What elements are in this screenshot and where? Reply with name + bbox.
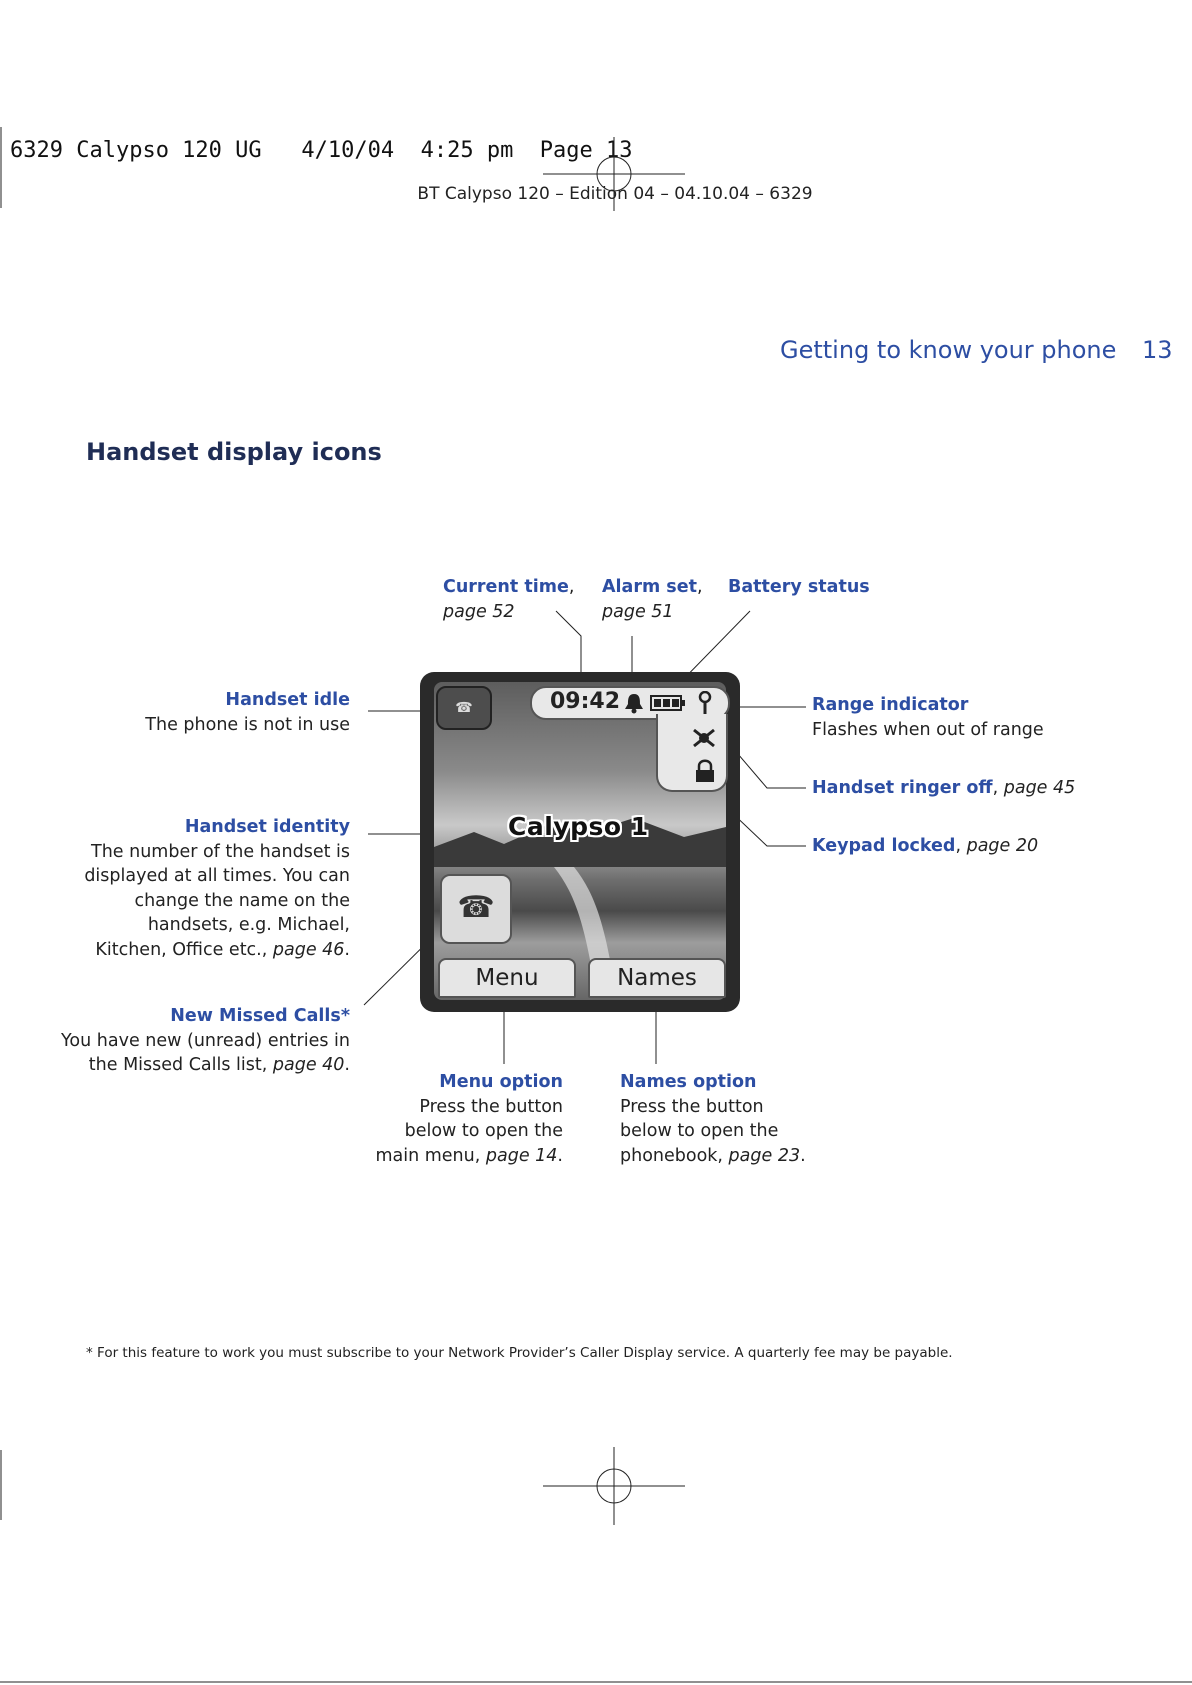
callout-line: below to open the — [404, 1121, 563, 1141]
page-ref: page 51 — [602, 601, 674, 622]
callout-keypad-locked — [812, 834, 1038, 859]
page-ref: page 40 — [272, 1055, 345, 1075]
separator: , — [568, 577, 575, 597]
section-title: Getting to know your phone — [780, 336, 1117, 364]
callout-title: Menu option — [439, 1072, 563, 1092]
callout-line: displayed at all times. You can — [84, 866, 350, 886]
separator: , — [955, 836, 967, 856]
page-heading: Handset display icons — [86, 438, 382, 466]
callout-title: New Missed Calls* — [170, 1006, 350, 1026]
callout-line: You have new (unread) entries in — [61, 1030, 350, 1051]
callout-line: The number of the handset is — [91, 841, 350, 862]
callout-alarm-set — [602, 575, 703, 624]
callout-desc: Flashes when out of range — [812, 719, 1044, 740]
callout-title: Names option — [620, 1072, 757, 1092]
menu-softkey[interactable]: Menu — [438, 958, 576, 998]
alarm-bell-icon — [622, 692, 646, 714]
callout-desc: The phone is not in use — [145, 714, 350, 735]
callout-title: Alarm set — [602, 577, 697, 597]
callout-title: Range indicator — [812, 695, 969, 715]
period: . — [557, 1145, 563, 1166]
callout-new-missed-calls — [61, 1004, 350, 1078]
page-number: 13 — [1142, 336, 1173, 364]
names-softkey[interactable]: Names — [588, 958, 726, 998]
period: . — [800, 1145, 806, 1166]
page-ref: page 20 — [966, 836, 1039, 856]
page-ref: page 45 — [1003, 778, 1076, 798]
callout-title: Handset ringer off — [812, 778, 993, 798]
callout-line: below to open the — [620, 1121, 779, 1141]
callout-line: the Missed Calls list, — [88, 1055, 273, 1075]
phone-idle-icon: ☎ — [436, 686, 492, 730]
callout-title: Current time — [443, 577, 569, 597]
callout-line: Press the button — [419, 1096, 563, 1117]
print-slug: 6329 Calypso 120 UG 4/10/04 4:25 pm Page 13 — [10, 138, 633, 163]
callout-line: phonebook, — [620, 1145, 729, 1166]
callout-line: change the name on the — [134, 890, 350, 911]
handset-name: Calypso 1 — [508, 812, 649, 841]
padlock-icon — [694, 758, 716, 784]
callout-line: Kitchen, Office etc., — [95, 939, 273, 960]
callout-current-time — [443, 575, 574, 624]
callout-title: Handset identity — [184, 817, 350, 837]
callout-range-indicator — [812, 693, 1044, 742]
footnote: * For this feature to work you must subscribe to your Network Provider’s Caller Display service. A quarterly fee may be payable. — [86, 1345, 953, 1361]
page-ref: page 52 — [443, 601, 515, 622]
callout-line: main menu, — [375, 1145, 486, 1166]
period: . — [344, 939, 350, 960]
callout-line: Press the button — [620, 1096, 764, 1117]
period: . — [344, 1055, 350, 1075]
battery-icon — [650, 694, 686, 712]
edition-line: BT Calypso 120 – Edition 04 – 04.10.04 – 6329 — [417, 184, 813, 204]
callout-battery-status — [728, 575, 870, 600]
separator: , — [696, 577, 703, 597]
callout-title: Battery status — [728, 577, 870, 597]
page-ref: page 23 — [728, 1145, 801, 1166]
status-side-panel — [656, 714, 728, 792]
page-ref: page 14 — [485, 1145, 558, 1166]
range-antenna-icon — [696, 691, 714, 715]
callout-handset-identity — [84, 815, 350, 962]
callout-title: Handset idle — [225, 690, 350, 710]
ringer-off-icon — [690, 726, 718, 750]
callout-ringer-off — [812, 776, 1075, 801]
current-time: 09:42 — [550, 689, 621, 714]
separator: , — [992, 778, 1004, 798]
missed-call-icon: ☎ — [440, 874, 512, 944]
page-ref: page 46 — [272, 939, 345, 960]
callout-line: handsets, e.g. Michael, — [147, 915, 350, 935]
callout-handset-idle — [145, 688, 350, 737]
callout-menu-option — [375, 1070, 563, 1168]
callout-names-option — [620, 1070, 806, 1168]
callout-title: Keypad locked — [812, 836, 956, 856]
